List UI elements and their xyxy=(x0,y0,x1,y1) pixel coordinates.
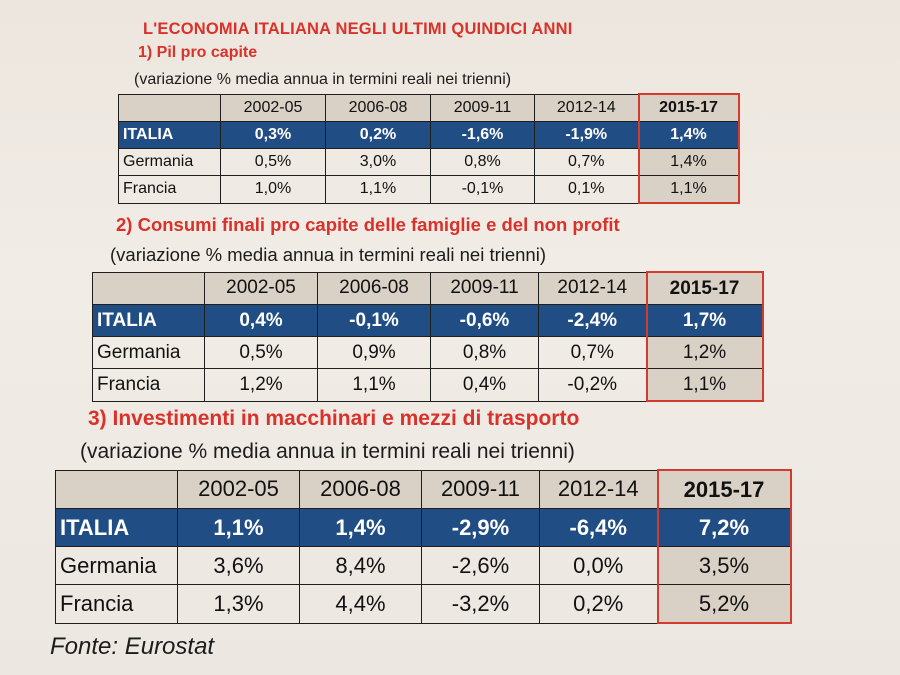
value-cell: 1,1% xyxy=(326,176,431,204)
value-cell-highlight: 1,4% xyxy=(639,122,739,149)
section-2-title: 2) Consumi finali pro capite delle famiglie e del non profit xyxy=(116,214,620,235)
value-cell: -6,4% xyxy=(540,509,658,547)
header-cell: 2009-11 xyxy=(431,94,535,122)
header-cell-highlight: 2015-17 xyxy=(658,470,791,509)
value-cell: 0,9% xyxy=(318,337,431,369)
value-cell: -2,4% xyxy=(539,305,647,337)
value-cell-highlight: 3,5% xyxy=(658,547,791,585)
document-title: L'ECONOMIA ITALIANA NEGLI ULTIMI QUINDICI ANNI xyxy=(143,20,573,38)
table-row xyxy=(93,369,763,402)
country-label: ITALIA xyxy=(93,305,205,337)
table-row xyxy=(56,509,791,547)
value-cell: 0,8% xyxy=(431,337,539,369)
header-cell xyxy=(56,470,178,509)
table-consumi-finali xyxy=(92,271,764,402)
table-pil-pro-capite xyxy=(118,93,740,204)
value-cell-highlight: 1,1% xyxy=(647,369,763,402)
table-row xyxy=(93,305,763,337)
table-row xyxy=(93,337,763,369)
header-cell: 2009-11 xyxy=(422,470,540,509)
section-3-title: 3) Investimenti in macchinari e mezzi di trasporto xyxy=(88,407,580,430)
value-cell: 3,0% xyxy=(326,149,431,176)
value-cell-highlight: 7,2% xyxy=(658,509,791,547)
value-cell: 4,4% xyxy=(300,585,422,624)
value-cell: 0,5% xyxy=(205,337,318,369)
header-cell xyxy=(119,94,221,122)
country-label: Germania xyxy=(56,547,178,585)
header-cell: 2012-14 xyxy=(535,94,639,122)
country-label: Germania xyxy=(93,337,205,369)
country-label: Francia xyxy=(56,585,178,624)
value-cell: -2,9% xyxy=(422,509,540,547)
value-cell-highlight: 1,7% xyxy=(647,305,763,337)
value-cell: 0,4% xyxy=(205,305,318,337)
value-cell: 0,2% xyxy=(326,122,431,149)
table-row xyxy=(119,176,739,204)
value-cell: 1,4% xyxy=(300,509,422,547)
country-label: Francia xyxy=(119,176,221,204)
table-header-row xyxy=(93,272,763,305)
header-cell-highlight: 2015-17 xyxy=(647,272,763,305)
value-cell: 3,6% xyxy=(178,547,300,585)
value-cell: -1,6% xyxy=(431,122,535,149)
header-cell-highlight: 2015-17 xyxy=(639,94,739,122)
table-investimenti xyxy=(55,469,792,624)
country-label: Germania xyxy=(119,149,221,176)
value-cell: 8,4% xyxy=(300,547,422,585)
value-cell: -3,2% xyxy=(422,585,540,624)
header-cell xyxy=(93,272,205,305)
value-cell: 0,8% xyxy=(431,149,535,176)
value-cell: -1,9% xyxy=(535,122,639,149)
header-cell: 2012-14 xyxy=(539,272,647,305)
country-label: ITALIA xyxy=(119,122,221,149)
header-cell: 2002-05 xyxy=(178,470,300,509)
header-cell: 2006-08 xyxy=(300,470,422,509)
section-3-subtitle: (variazione % media annua in termini reali nei trienni) xyxy=(80,440,575,463)
header-cell: 2002-05 xyxy=(221,94,326,122)
value-cell: 0,7% xyxy=(535,149,639,176)
section-1-subtitle: (variazione % media annua in termini reali nei trienni) xyxy=(134,71,512,88)
country-label: ITALIA xyxy=(56,509,178,547)
header-cell: 2006-08 xyxy=(326,94,431,122)
value-cell-highlight: 1,1% xyxy=(639,176,739,204)
value-cell: 1,1% xyxy=(318,369,431,402)
value-cell-highlight: 1,4% xyxy=(639,149,739,176)
value-cell-highlight: 5,2% xyxy=(658,585,791,624)
value-cell: -2,6% xyxy=(422,547,540,585)
value-cell: -0,1% xyxy=(318,305,431,337)
value-cell: 0,5% xyxy=(221,149,326,176)
value-cell: 0,1% xyxy=(535,176,639,204)
header-cell: 2012-14 xyxy=(540,470,658,509)
value-cell: 0,4% xyxy=(431,369,539,402)
value-cell: -0,6% xyxy=(431,305,539,337)
country-label: Francia xyxy=(93,369,205,402)
value-cell: 1,0% xyxy=(221,176,326,204)
value-cell: 0,7% xyxy=(539,337,647,369)
value-cell: 1,1% xyxy=(178,509,300,547)
section-1-title: 1) Pil pro capite xyxy=(138,44,258,61)
table-row xyxy=(56,547,791,585)
value-cell: 1,3% xyxy=(178,585,300,624)
table-header-row xyxy=(56,470,791,509)
header-cell: 2002-05 xyxy=(205,272,318,305)
table-row xyxy=(119,122,739,149)
value-cell: 0,3% xyxy=(221,122,326,149)
header-cell: 2006-08 xyxy=(318,272,431,305)
header-cell: 2009-11 xyxy=(431,272,539,305)
source-note: Fonte: Eurostat xyxy=(50,633,215,660)
value-cell: 1,2% xyxy=(205,369,318,402)
value-cell: -0,1% xyxy=(431,176,535,204)
value-cell: 0,2% xyxy=(540,585,658,624)
value-cell-highlight: 1,2% xyxy=(647,337,763,369)
table-header-row xyxy=(119,94,739,122)
value-cell: -0,2% xyxy=(539,369,647,402)
value-cell: 0,0% xyxy=(540,547,658,585)
section-2-subtitle: (variazione % media annua in termini reali nei trienni) xyxy=(110,244,546,265)
table-row xyxy=(56,585,791,624)
table-row xyxy=(119,149,739,176)
